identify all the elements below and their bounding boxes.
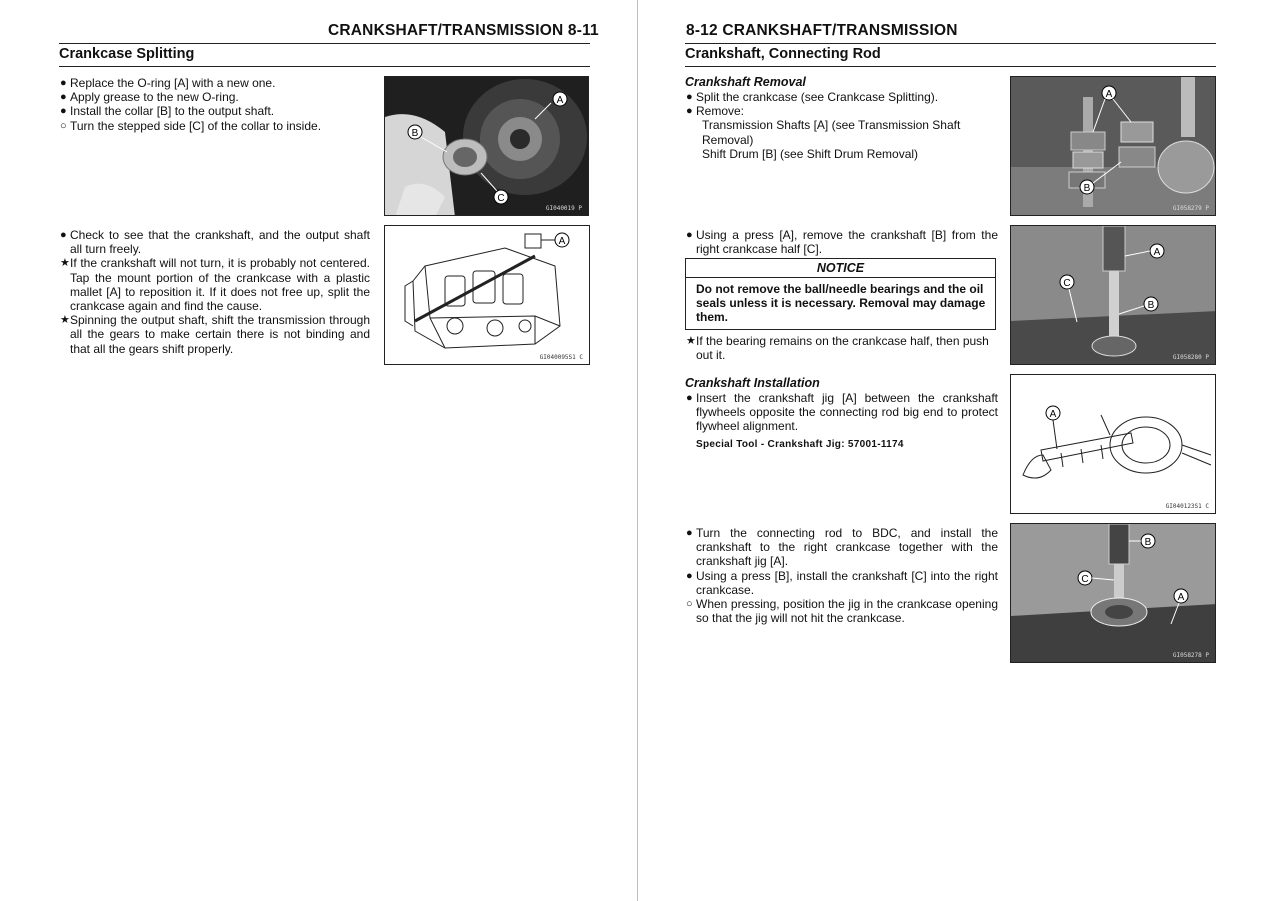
list-item: ○ When pressing, position the jig in the crankcase opening so that the jig will not hit the crankcase. [686, 597, 998, 626]
installation-step-1 [686, 391, 998, 452]
list-item: ★ If the crankshaft will not turn, it is probably not centered. Tap the mount portion of the crankcase with a plastic mallet [A] to reposition it. If it does not free up, split the crankcase again and find the cause. [60, 256, 370, 314]
figure-transmission-photo [1010, 76, 1216, 216]
list-item: ● Turn the connecting rod to BDC, and install the crankshaft to the right crankcase together with the crankshaft jig [A]. [686, 526, 998, 569]
list-item: ★ If the bearing remains on the crankcase half, then push out it. [686, 334, 989, 363]
figure-code: GI058279 P [1172, 205, 1209, 212]
callout-a: A [1153, 247, 1161, 258]
page-divider [637, 0, 638, 901]
left-text-block-1 [60, 76, 378, 133]
right-section-title: Crankshaft, Connecting Rod [685, 46, 881, 62]
list-item: ● Remove: [686, 104, 745, 119]
figure-press-install-photo [1010, 523, 1216, 663]
crankshaft-installation-title: Crankshaft Installation [685, 376, 820, 390]
callout-c: C [497, 193, 505, 204]
figure-code: GI058278 P [1172, 652, 1209, 659]
list-item: ● Using a press [A], remove the crankshaft [B] from the right crankcase half [C]. [686, 228, 998, 257]
figure-crankshaft-jig-diagram [1010, 374, 1216, 514]
figure-code: GI040095S1 C [539, 354, 583, 361]
left-section-title: Crankcase Splitting [59, 46, 195, 62]
notice-text: Do not remove the ball/needle bearings and the oil seals unless it is necessary. Removal may damage them. [696, 282, 986, 325]
notice-box [685, 258, 996, 330]
callout-c: C [1063, 278, 1071, 289]
left-page-header: CRANKSHAFT/TRANSMISSION 8-11 [328, 22, 599, 39]
press-removal-step [686, 228, 998, 256]
callout-a: A [1049, 409, 1057, 420]
callout-b: B [411, 128, 419, 139]
left-header-rule [59, 43, 590, 44]
list-item: ○ Turn the stepped side [C] of the collar to inside. [60, 118, 322, 133]
figure-code: GI040019 P [545, 205, 582, 212]
figure-collar-install-photo [384, 76, 589, 216]
callout-b: B [1147, 300, 1155, 311]
installation-steps-2 [686, 526, 998, 625]
list-item: ● Install the collar [B] to the output shaft. [60, 104, 275, 119]
right-header-rule [685, 43, 1216, 44]
callout-c: C [1081, 574, 1089, 585]
left-text-block-2 [60, 228, 370, 356]
callout-a: A [1177, 592, 1185, 603]
bearing-note [686, 334, 998, 362]
list-item: ● Split the crankcase (see Crankcase Splitting). [686, 90, 939, 104]
right-page-header: 8-12 CRANKSHAFT/TRANSMISSION [686, 22, 958, 39]
callout-a: A [1105, 89, 1113, 100]
list-item: ● Replace the O-ring [A] with a new one. [60, 76, 276, 90]
list-item: Transmission Shafts [A] (see Transmission Shaft Removal) [702, 118, 961, 147]
figure-code: GI040123S1 C [1165, 503, 1209, 510]
removal-steps [686, 90, 998, 161]
figure-press-removal-photo [1010, 225, 1216, 365]
callout-b: B [1083, 183, 1091, 194]
figure-mallet-diagram [384, 225, 590, 365]
figure-code: GI058280 P [1172, 354, 1209, 361]
list-item: ● Insert the crankshaft jig [A] between the crankshaft flywheels opposite the connecting rod big end to protect flywheel alignment. [686, 391, 998, 434]
crankshaft-removal-title: Crankshaft Removal [685, 75, 806, 89]
list-item: Shift Drum [B] (see Shift Drum Removal) [702, 146, 919, 161]
callout-a: A [556, 95, 564, 106]
callout-b: B [1144, 537, 1152, 548]
callout-a: A [558, 236, 566, 247]
list-item: ● Using a press [B], install the crankshaft [C] into the right crankcase. [686, 568, 998, 597]
list-item: ● Apply grease to the new O-ring. [60, 90, 239, 105]
list-item: ● Check to see that the crankshaft, and the output shaft all turn freely. [60, 228, 370, 257]
notice-title: NOTICE [686, 259, 995, 278]
left-section-rule [59, 66, 590, 67]
list-item: ★ Spinning the output shaft, shift the transmission through all the gears to make certain there is not binding and that all the gears shift properly. [60, 313, 370, 356]
special-tool: Special Tool - Crankshaft Jig: 57001-1174 [696, 438, 904, 450]
right-section-rule [685, 66, 1216, 67]
